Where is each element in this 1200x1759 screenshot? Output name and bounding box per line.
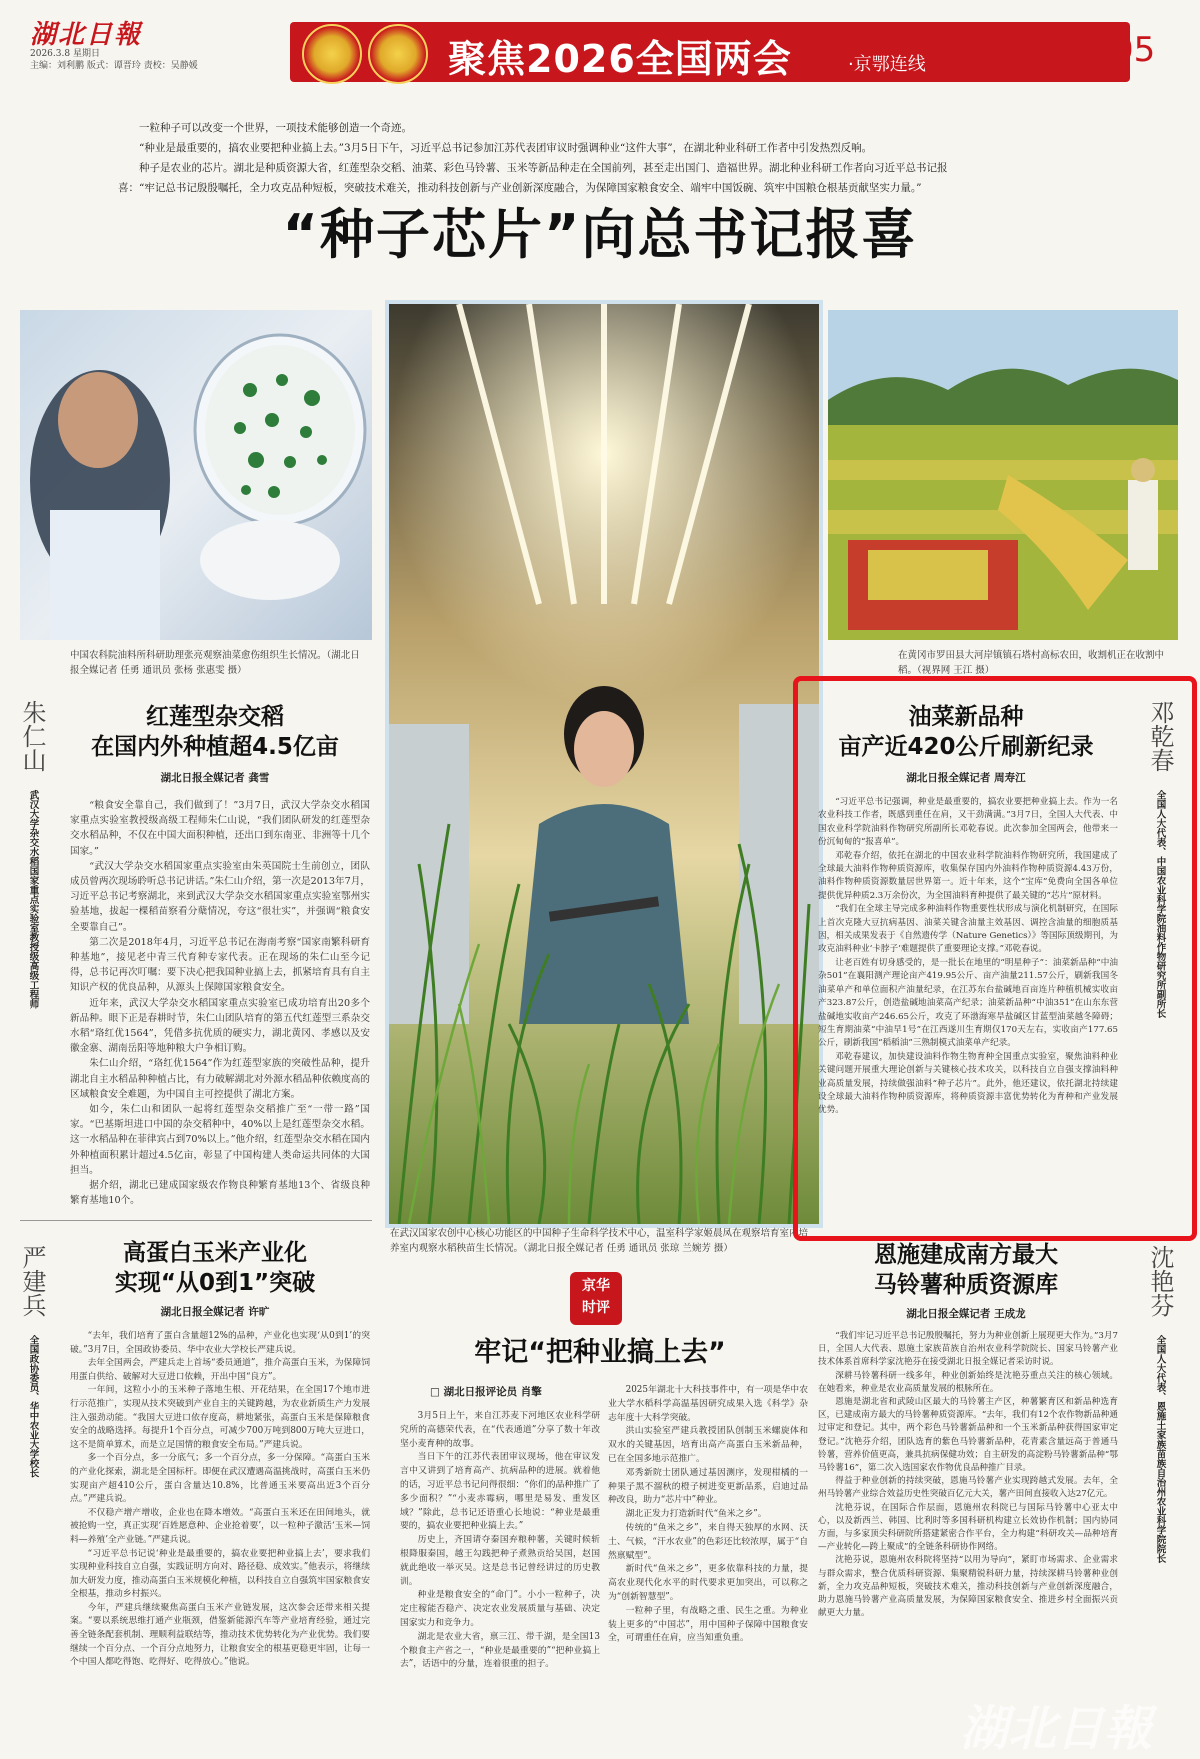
article-paragraph: 沈艳芬说，恩施州农科院将坚持“以用为导向”，紧盯市场需求、企业需求与群众需求，整合优质科研资源、集聚精锐科研力量，持续深耕马铃薯种业创新，全力攻克品种短板，突破技术难关，推动科技创新与产业创新深度融合，助力恩施马铃薯产业高质量发展，为保障国家粮食安全、推进乡村全面振兴贡献更大力量。 bbox=[818, 1555, 1118, 1619]
article-paragraph: “习近平总书记说‘种业是最重要的，搞农业要把种业搞上去’，要求我们实现种业科技自立自强，实践证明方向对、路径稳、成效实。”他表示，将继续加大研发力度，推动高蛋白玉米规模化种植，以科技自立自强筑牢国家粮食安全根基，推动乡村振兴。 bbox=[70, 1548, 370, 1600]
badge-line: 京华 bbox=[582, 1278, 610, 1294]
article-paragraph: 邓乾春介绍，依托在湖北的中国农业科学院油料作物研究所，我国建成了全球最大油料作物种质资源库，收集保存国内外油料作物种质资源4.43万份，油料作物种质资源数量居世界第一。近十年来，这个“宝库”免费向全国各单位提供优异种质2.3万余份次，为全国油料育种提供了最关键的“芯片”原材料。 bbox=[818, 850, 1118, 901]
article-paragraph: 据介绍，湖北已建成国家级农作物良种繁育基地13个、省级良种繁育基地10个。 bbox=[70, 1180, 370, 1207]
person-role: 全国人大代表、恩施土家族苗族自治州农业科学院院长 bbox=[1154, 1335, 1166, 1563]
title-line: 马铃薯种质资源库 bbox=[874, 1272, 1058, 1298]
commentary-body-col2 bbox=[608, 1384, 808, 1646]
article-paragraph: 当日下午的江苏代表团审议现场，他在审议发言中又讲到了培育高产、抗病品种的进展。就着他的话，习近平总书记问得很细：“你们的品种推广了多少面积？”“小麦赤霉病，哪里是易发、重发区域？”除此，总书记还语重心长地说：“种业是最重要的，搞农业要把种业搞上去。” bbox=[400, 1452, 600, 1532]
article-byline: 湖北日报全媒记者 许旷 bbox=[160, 1306, 270, 1318]
article-paragraph: 如今，朱仁山和团队一起将红莲型杂交稻推广至“一带一路”国家。“巴基斯坦进口中国的杂交稻种中，40%以上是红莲型杂交水稻。这一水稻品种在菲律宾占到70%以上。”他介绍，红莲型杂交水稻在国内外种植面积累计超过4.5亿亩，彰显了中国构建人类命运共同体的大国担当。 bbox=[70, 1104, 370, 1176]
article-paragraph: 历史上，齐国请夺秦国弃粮种薯，关键时候斩根降服秦国，越王勾践把种子煮熟贡给吴国，赵国就此绝收一举灭吴。这是总书记曾经讲过的历史教训。 bbox=[400, 1535, 600, 1587]
article-paragraph: “习近平总书记强调，种业是最重要的，搞农业要把种业搞上去。作为一名农业科技工作者，既感到重任在肩，又干劲满满。”3月7日，全国人大代表、中国农业科学院油料作物研究所副所长邓乾春说。此次参加全国两会，他带来一份沉甸甸的“报喜单”。 bbox=[818, 797, 1118, 848]
article-paragraph: 恩施是湖北省和武陵山区最大的马铃薯主产区，种薯繁育区和新品种选育区，已建成南方最大的马铃薯种质资源库。“去年，我们有12个农作物新品种通过审定和登记。其中，两个彩色马铃薯新品种和一个玉米新品种获得国家审定登记。”沈艳芬介绍，团队选育的紫色马铃薯新品种，花青素含量远高于普通马铃薯，营养价值更高，兼具抗病保健功效；自主研发的高淀粉马铃薯新品种“鄂马铃薯16”，第二次入选国家农作物优良品种推广目录。 bbox=[818, 1397, 1118, 1474]
article-paragraph: 邓秀新院士团队通过基因测序，发现柑橘的一种果子黑不溜秋的橙子树进变更新品系，启迪过品种改良，助力“芯片中”种业。 bbox=[608, 1467, 808, 1506]
title-line: 亩产近420公斤刷新纪录 bbox=[838, 734, 1094, 760]
article-paragraph: 沈艳芬说，在国际合作层面，恩施州农科院已与国际马铃薯中心亚太中心，以及新西兰、韩国、比利时等多国科研机构建立长效协作机制；国内协同方面，与多家顶尖科研院所搭建紧密合作平台，全力构建“科研攻关—品种培育—产业转化—跨上聚成”的全链条科研协作网络。 bbox=[818, 1502, 1118, 1553]
article-paragraph: 一粒种子里，有战略之重、民生之重。为种业装上更多的“中国芯”，用中国种子保障中国粮食安全，可谓重任在肩，应当知重负重。 bbox=[608, 1605, 808, 1644]
title-line: 恩施建成南方最大 bbox=[874, 1242, 1058, 1268]
person-role-vertical bbox=[1153, 790, 1167, 1022]
banner-title: 聚焦2026全国两会 bbox=[448, 37, 792, 81]
person-name: 朱仁山 bbox=[18, 700, 46, 772]
national-emblem-icon bbox=[302, 24, 362, 84]
article-paragraph: 2025年湖北十大科技事件中，有一项是华中农业大学水稻科学高温基因研究成果入选《科学》杂志年度十大科学突破。 bbox=[608, 1385, 808, 1423]
title-line: 油菜新品种 bbox=[908, 704, 1024, 730]
person-name-vertical bbox=[1146, 700, 1174, 777]
article-body bbox=[818, 796, 1118, 1118]
commentary-badge bbox=[570, 1272, 622, 1325]
caption-left-photo: 中国农科院油料所科研助理张亮观察油菜愈伤组织生长情况。（湖北日报全媒记者 任勇 通讯员 张杨 张惠雯 摄） bbox=[70, 650, 360, 676]
title-line: 高蛋白玉米产业化 bbox=[123, 1240, 307, 1266]
byline-text: 湖北日报评论员 肖擎 bbox=[443, 1386, 542, 1398]
square-bullet-icon: □ bbox=[430, 1386, 444, 1398]
photo-rice-harvest bbox=[828, 310, 1178, 640]
article-paragraph: “去年，我们培育了蛋白含量超12%的品种，产业化也实现‘从0到1’的突破。”3月7日，全国政协委员、华中农业大学校长严建兵说。 bbox=[70, 1331, 370, 1355]
article-paragraph: 去年全国两会，严建兵走上首场“委员通道”，推介高蛋白玉米，为保障饲用蛋白供给、破解对大豆进口依赖，开出中国“良方”。 bbox=[70, 1358, 370, 1382]
article-paragraph: 种业是粮食安全的“命门”。小小一粒种子，决定庄稼能否稳产、决定农业发展质量与基础、决定国家实力和竞争力。 bbox=[400, 1590, 600, 1628]
article-title bbox=[806, 1240, 1126, 1300]
intro-lead bbox=[118, 118, 1078, 198]
intro-line: “种业是最重要的，搞农业要把种业搞上去。”3月5日下午，习近平总书记参加江苏代表团审议时强调种业“这件大事”，在湖北种业科研工作者中引发热烈反响。 bbox=[139, 142, 873, 154]
title-line: 在国内外种植超4.5亿亩 bbox=[91, 734, 339, 760]
person-role-vertical bbox=[1153, 1335, 1167, 1567]
page-number: 05 bbox=[1112, 30, 1156, 70]
person-role-vertical bbox=[26, 790, 40, 1013]
title-line: 红莲型杂交稻 bbox=[146, 704, 284, 730]
caption-right-photo: 在黄冈市罗田县大河岸镇镇石塔村高标农田，收割机正在收割中稻。（视界网 王江 摄） bbox=[898, 650, 1165, 676]
page-header bbox=[0, 0, 1200, 92]
article-paragraph: “我们在全球主导完成多种油料作物重要性状形成与演化机制研究，在国际上首次克隆大豆抗病基因、油菜关键含油量主效基因、调控含油量的细胞质基因，相关成果发表于《自然遗传学（Nature Genetics）》等国际顶级期刊，为攻克油料种业‘卡脖子’难题提供了重要理论支撑。”邓乾春说。 bbox=[818, 904, 1118, 955]
article-paragraph: 深耕马铃薯科研一线多年，种业创新始终是沈艳芬重点关注的核心领域。在她看来，种业是农业高质量发展的根脉所在。 bbox=[818, 1370, 1118, 1394]
person-role: 全国政协委员、华中农业大学校长 bbox=[27, 1335, 39, 1478]
article-paragraph: 不仅稳产增产增收，企业也在降本增效。“高蛋白玉米还在田间地头，就被抢购一空，真正实现‘百姓愿意种、企业抢着要’，以一粒种子激活‘玉米—饲料—养殖’全产业链。”严建兵说。 bbox=[70, 1507, 370, 1545]
article-byline: 湖北日报全媒记者 王成龙 bbox=[906, 1308, 1026, 1320]
person-name-vertical bbox=[1146, 1245, 1174, 1322]
article-paragraph: 第二次是2018年4月，习近平总书记在海南考察“国家南繁科研育种基地”，接见老中青三代育种专家代表。正在现场的朱仁山至今记得，总书记再次叮嘱：要下决心把我国种业搞上去，抓紧培育具有自主知识产权的优良品种，从源头上保障国家粮食安全。 bbox=[70, 936, 370, 994]
article-paragraph: 多一个百分点，多一分底气；多一个百分点，多一分保障。“高蛋白玉米的产业化探索，湖北是全国标杆。即便在武汉遭遇高温挑战时，高蛋白玉米仍实现亩产超410公斤，蛋白含量达10.8%，比普通玉米要高出近3个百分点。”严建兵说。 bbox=[70, 1453, 370, 1505]
article-paragraph: 新时代“鱼米之乡”，更多依靠科技的力量，提高农业现代化水平的时代要求更加突出，可以称之为“创新智慧型”。 bbox=[608, 1564, 808, 1602]
article-paragraph: 近年来，武汉大学杂交水稻国家重点实验室已成功培育出20多个新品种。眼下正是春耕时节，朱仁山团队培育的第五代红莲型三系杂交水稻“珞红优1564”，凭借多抗优质的硬实力，湖北黄冈、孝感以及安徽金寨、湖南岳阳等地种粮大户争相订购。 bbox=[70, 997, 370, 1055]
article-title bbox=[60, 1238, 370, 1298]
intro-line: 种子是农业的芯片。湖北是种质资源大省，红莲型杂交稻、油菜、彩色马铃薯、玉米等新品种走在全国前列，甚至走出国门、造福世界。湖北种业科研工作者向习近平总书记报 bbox=[139, 162, 948, 174]
person-name-vertical bbox=[18, 700, 46, 777]
article-paragraph: 传统的“鱼米之乡”，来自得天独厚的水网、沃土、气候，“汗水农业”的色彩还比较浓厚，属于“自然禀赋型”。 bbox=[608, 1522, 808, 1561]
commentary-body-col1 bbox=[400, 1410, 600, 1672]
article-title bbox=[806, 702, 1126, 762]
person-role: 武汉大学杂交水稻国家重点实验室教授级高级工程师 bbox=[27, 790, 39, 1009]
person-role-vertical bbox=[26, 1335, 40, 1482]
main-headline: “种子芯片”向总书记报喜 bbox=[282, 203, 918, 266]
article-paragraph: 得益于种业创新的持续突破，恩施马铃薯产业实现跨越式发展。去年，全州马铃薯产业综合效益历史性突破百亿元大关，薯产田间直接收入达27亿元。 bbox=[818, 1476, 1118, 1500]
badge-line: 时评 bbox=[582, 1300, 610, 1316]
person-name: 沈艳芬 bbox=[1146, 1245, 1174, 1317]
article-byline: 湖北日报全媒记者 龚雪 bbox=[160, 772, 270, 784]
article-byline: 湖北日报全媒记者 周寿江 bbox=[906, 772, 1026, 784]
person-name-vertical bbox=[18, 1245, 46, 1322]
article-title bbox=[60, 702, 370, 762]
person-role: 全国人大代表、中国农业科学院油料作物研究所副所长 bbox=[1154, 790, 1166, 1018]
commentary-byline bbox=[430, 1384, 610, 1399]
article-paragraph: 一年间，这粒小小的玉米种子落地生根、开花结果，在全国17个地市进行示范推广，实现从技术突破到产业自主的关键跨越，为农业新质生产力发展注入强劲动能。“我国大豆进口依存度高，耕地紧张，高蛋白玉米是保障粮食安全的战略选择。每提升1个百分点，可减少700万吨到800万吨大豆进口，这不是简单算术，而是立足国情的粮食安全布局。”严建兵说。 bbox=[70, 1385, 370, 1450]
harvest-photo-illustration bbox=[828, 310, 1178, 640]
article-body bbox=[818, 1330, 1118, 1620]
editor-credits: 主编：刘利鹏 版式：谭晋玲 责校：吴静媛 bbox=[30, 61, 198, 71]
article-paragraph: 3月5日上午，来自江苏麦下河地区农业科学研究所的高德荣代表，在“代表通道”分享了数十年改坚小麦育种的故事。 bbox=[400, 1411, 600, 1449]
greenhouse-photo-illustration bbox=[389, 304, 819, 1224]
article-paragraph: 洪山实验室严建兵教授团队创制玉米螺旋体和双水的关键基因，培育出高产高蛋白玉米新品种，已在全国多地示范推广。 bbox=[608, 1426, 808, 1464]
article-paragraph: “武汉大学杂交水稻国家重点实验室由朱英国院士生前创立，团队成员曾两次现场聆听总书记讲话。”朱仁山介绍，第一次是2013年7月，习近平总书记考察湖北，来到武汉大学杂交水稻国家重点实验室鄂州实验基地，拔起一棵稻苗察看分蘖情况，夸这“很壮实”，并强调“粮食安全要靠自己”。 bbox=[70, 860, 370, 933]
article-body bbox=[70, 1330, 370, 1670]
intro-line: 喜：“牢记总书记殷殷嘱托，全力攻克品种短板，突破技术难关，推动科技创新与产业创新深度融合，为保障国家粮食安全、端牢中国饭碗、筑牢中国粮仓根基贡献坚实力量。” bbox=[118, 182, 922, 194]
article-paragraph: 湖北是农业大省，禀三江、带千湖，是全国13个粮食主产省之一，“种业是最重要的”“把种业搞上去”，话语中的分量，连着很重的担子。 bbox=[400, 1631, 600, 1670]
article-paragraph: 湖北正发力打造新时代“鱼米之乡”。 bbox=[625, 1509, 767, 1520]
person-name: 邓乾春 bbox=[1146, 700, 1174, 772]
photo-lab-researcher bbox=[20, 310, 372, 640]
article-paragraph: “粮食安全靠自己，我们做到了！”3月7日，武汉大学杂交水稻国家重点实验室教授级高级工程师朱仁山说，“我们团队研发的红莲型杂交水稻品种，不仅在中国大面积种植，还出口到东南亚、非洲等十几个国家。” bbox=[70, 800, 370, 857]
cppcc-emblem-icon bbox=[368, 24, 428, 84]
newspaper-logo: 湖北日報 bbox=[30, 20, 143, 50]
title-line: 实现“从0到1”突破 bbox=[114, 1270, 316, 1296]
person-name: 严建兵 bbox=[18, 1245, 46, 1317]
header-meta bbox=[30, 48, 250, 72]
issue-date: 2026.3.8 星期日 bbox=[30, 49, 100, 59]
photo-greenhouse-scientist bbox=[385, 300, 823, 1228]
intro-line: 一粒种子可以改变一个世界，一项技术能够创造一个奇迹。 bbox=[139, 122, 412, 134]
commentary-title: 牢记“把种业搞上去” bbox=[474, 1337, 726, 1368]
caption-center-photo: 在武汉国家农创中心核心功能区的中国种子生命科学技术中心，温室科学家姬晨凤在观察培育室内培养室内观察水稻秧苗生长情况。（湖北日报全媒记者 任勇 通讯员 张琼 兰婉芳 摄） bbox=[390, 1228, 809, 1254]
article-body bbox=[70, 798, 370, 1208]
banner-subtitle: ·京鄂连线 bbox=[848, 54, 926, 75]
watermark: 湖北日報 bbox=[960, 1701, 1153, 1757]
article-paragraph: 今年，严建兵继续聚焦高蛋白玉米产业链发展，这次参会还带来相关提案。“要以系统思维打通产业瓶颈，借鉴新能源汽车等产业培育经验，通过完善全链条配套机制、理顺利益联结等，推动技术优势转化为产业优势。我们要继续一个百分点、一个百分点地努力，让粮食安全的根基更稳更牢固，让每一个中国人都吃得饱、吃得好、吃得放心。”他说。 bbox=[70, 1602, 370, 1668]
article-paragraph: 邓乾春建议，加快建设油料作物生物育种全国重点实验室，聚焦油料种业关键问题开展重大理论创新与关键核心技术攻关，以科技自立自强支撑油料种业高质量发展，持续做强油料“种子芯片”。此外，他还建议，依托湖北持续建设全球最大油料作物种质资源库，将种质资源丰富优势转化为育种和产业发展优势。 bbox=[818, 1051, 1118, 1116]
lab-photo-illustration bbox=[20, 310, 372, 640]
article-paragraph: “我们牢记习近平总书记殷殷嘱托，努力为种业创新上展现更大作为。”3月7日，全国人大代表、恩施土家族苗族自治州农业科学院院长、国家马铃薯产业技术体系首席科学家沈艳芬在接受湖北日报全媒记者采访时说。 bbox=[818, 1331, 1118, 1368]
divider bbox=[20, 1220, 372, 1221]
article-paragraph: 朱仁山介绍，“珞红优1564”作为红莲型家族的突破性品种，提升湖北自主水稻品种种植占比，有力破解湖北对外源水稻品种依赖度高的区域粮食安全难题，为中国自主可控提供了湖北方案。 bbox=[70, 1058, 370, 1100]
article-paragraph: 让老百姓有切身感受的，是一批长在地里的“明星种子”：油菜新品种“中油杂501”在襄阳测产理论亩产419.95公斤、亩产油量211.57公斤，刷新我国冬油菜单产和单位面积产油量纪录，在江苏东台盐碱地百亩连片种植机械实收亩产323.87公斤，创造盐碱地油菜高产纪录；油菜新品种“中油351”在山东东营盐碱地实收亩产246.65公斤，攻克了环渤海寒旱盐碱区甘蓝型油菜越冬障碍；短生育期油菜“中油早1号”在江西遂川生育期仅170天左右，实收亩产177.65公斤，刷新我国“稻稻油”三熟制模式油菜单产纪录。 bbox=[818, 957, 1118, 1049]
